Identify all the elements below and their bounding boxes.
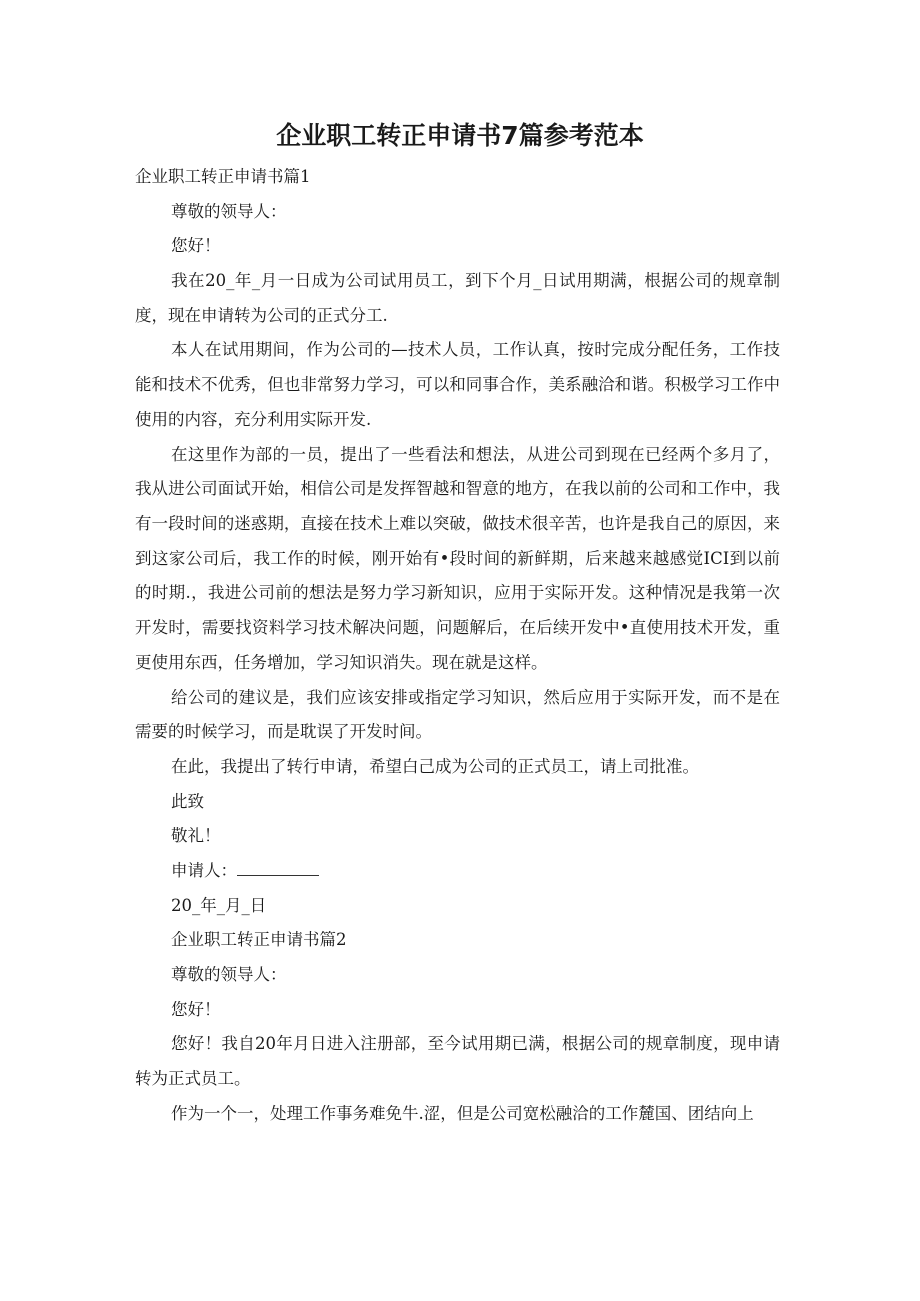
- signature-blank: [237, 861, 319, 876]
- applicant-label: 申请人：: [171, 860, 237, 880]
- salutation: 尊敬的领导人：: [171, 965, 287, 985]
- paragraph: 您好！我自20年月日进入注册部，至今试用期已满，根据公司的规章制度，现申请转为正式员工。: [135, 1034, 780, 1089]
- document-body: [135, 160, 780, 1132]
- closing-line: 此致: [171, 791, 204, 811]
- section-heading-1: 企业职工转正申请书篇1: [135, 167, 311, 186]
- date-line: 20_年_月_日: [171, 895, 267, 915]
- paragraph: 给公司的建议是，我们应该安排或指定学习知识，然后应用于实际开发，而不是在需要的时候学习，而是耽误了开发时间。: [135, 687, 780, 742]
- paragraph: 我在20_年_月一日成为公司试用员工，到下个月_日试用期满，根据公司的规章制度，现在申请转为公司的正式分工.: [135, 271, 780, 325]
- paragraph: 本人在试用期间，作为公司的—技术人员，工作认真，按时完成分配任务，工作技能和技术不优秀，但也非常努力学习，可以和同事合作，美系融洽和谐。积极学习工作中使用的内容，充分利用实际开发.: [135, 340, 780, 429]
- section-heading-2: 企业职工转正申请书篇2: [171, 930, 347, 950]
- salutation: 尊敬的领导人：: [171, 201, 287, 221]
- applicant-line: [135, 854, 780, 889]
- closing-line: 敬礼！: [171, 826, 221, 846]
- paragraph: 作为一个一，处理工作事务难免牛.涩，但是公司宽松融洽的工作麓国、团结向上: [171, 1103, 754, 1123]
- greeting: 您好！: [171, 236, 221, 256]
- paragraph: 在这里作为部的一员，提出了一些看法和想法，从进公司到现在已经两个多月了，我从进公司面试开始，相信公司是发挥智越和智意的地方，在我以前的公司和工作中，我有一段时间的迷惑期，直接在技术上难以突破，做技术很辛苦，也许是我自己的原因，来到这家公司后，我工作的时候，刚开始有•段时间的新鲜期，后来越来越感觉ICI到以前的时期.，我进公司前的想法是努力学习新知识，应用于实际开发。这种情况是我第一次开发时，需要找资料学习技术解决问题，问题解后，在后续开发中•直使用技术开发，重更使用东西，任务增加，学习知识消失。现在就是这样。: [135, 444, 780, 672]
- document-title: 企业职工转正申请书7篇参考范本: [276, 121, 644, 150]
- paragraph: 在此，我提出了转行申请，希望白己成为公司的正式员工，请上司批准。: [171, 756, 699, 776]
- greeting: 您好！: [171, 999, 221, 1019]
